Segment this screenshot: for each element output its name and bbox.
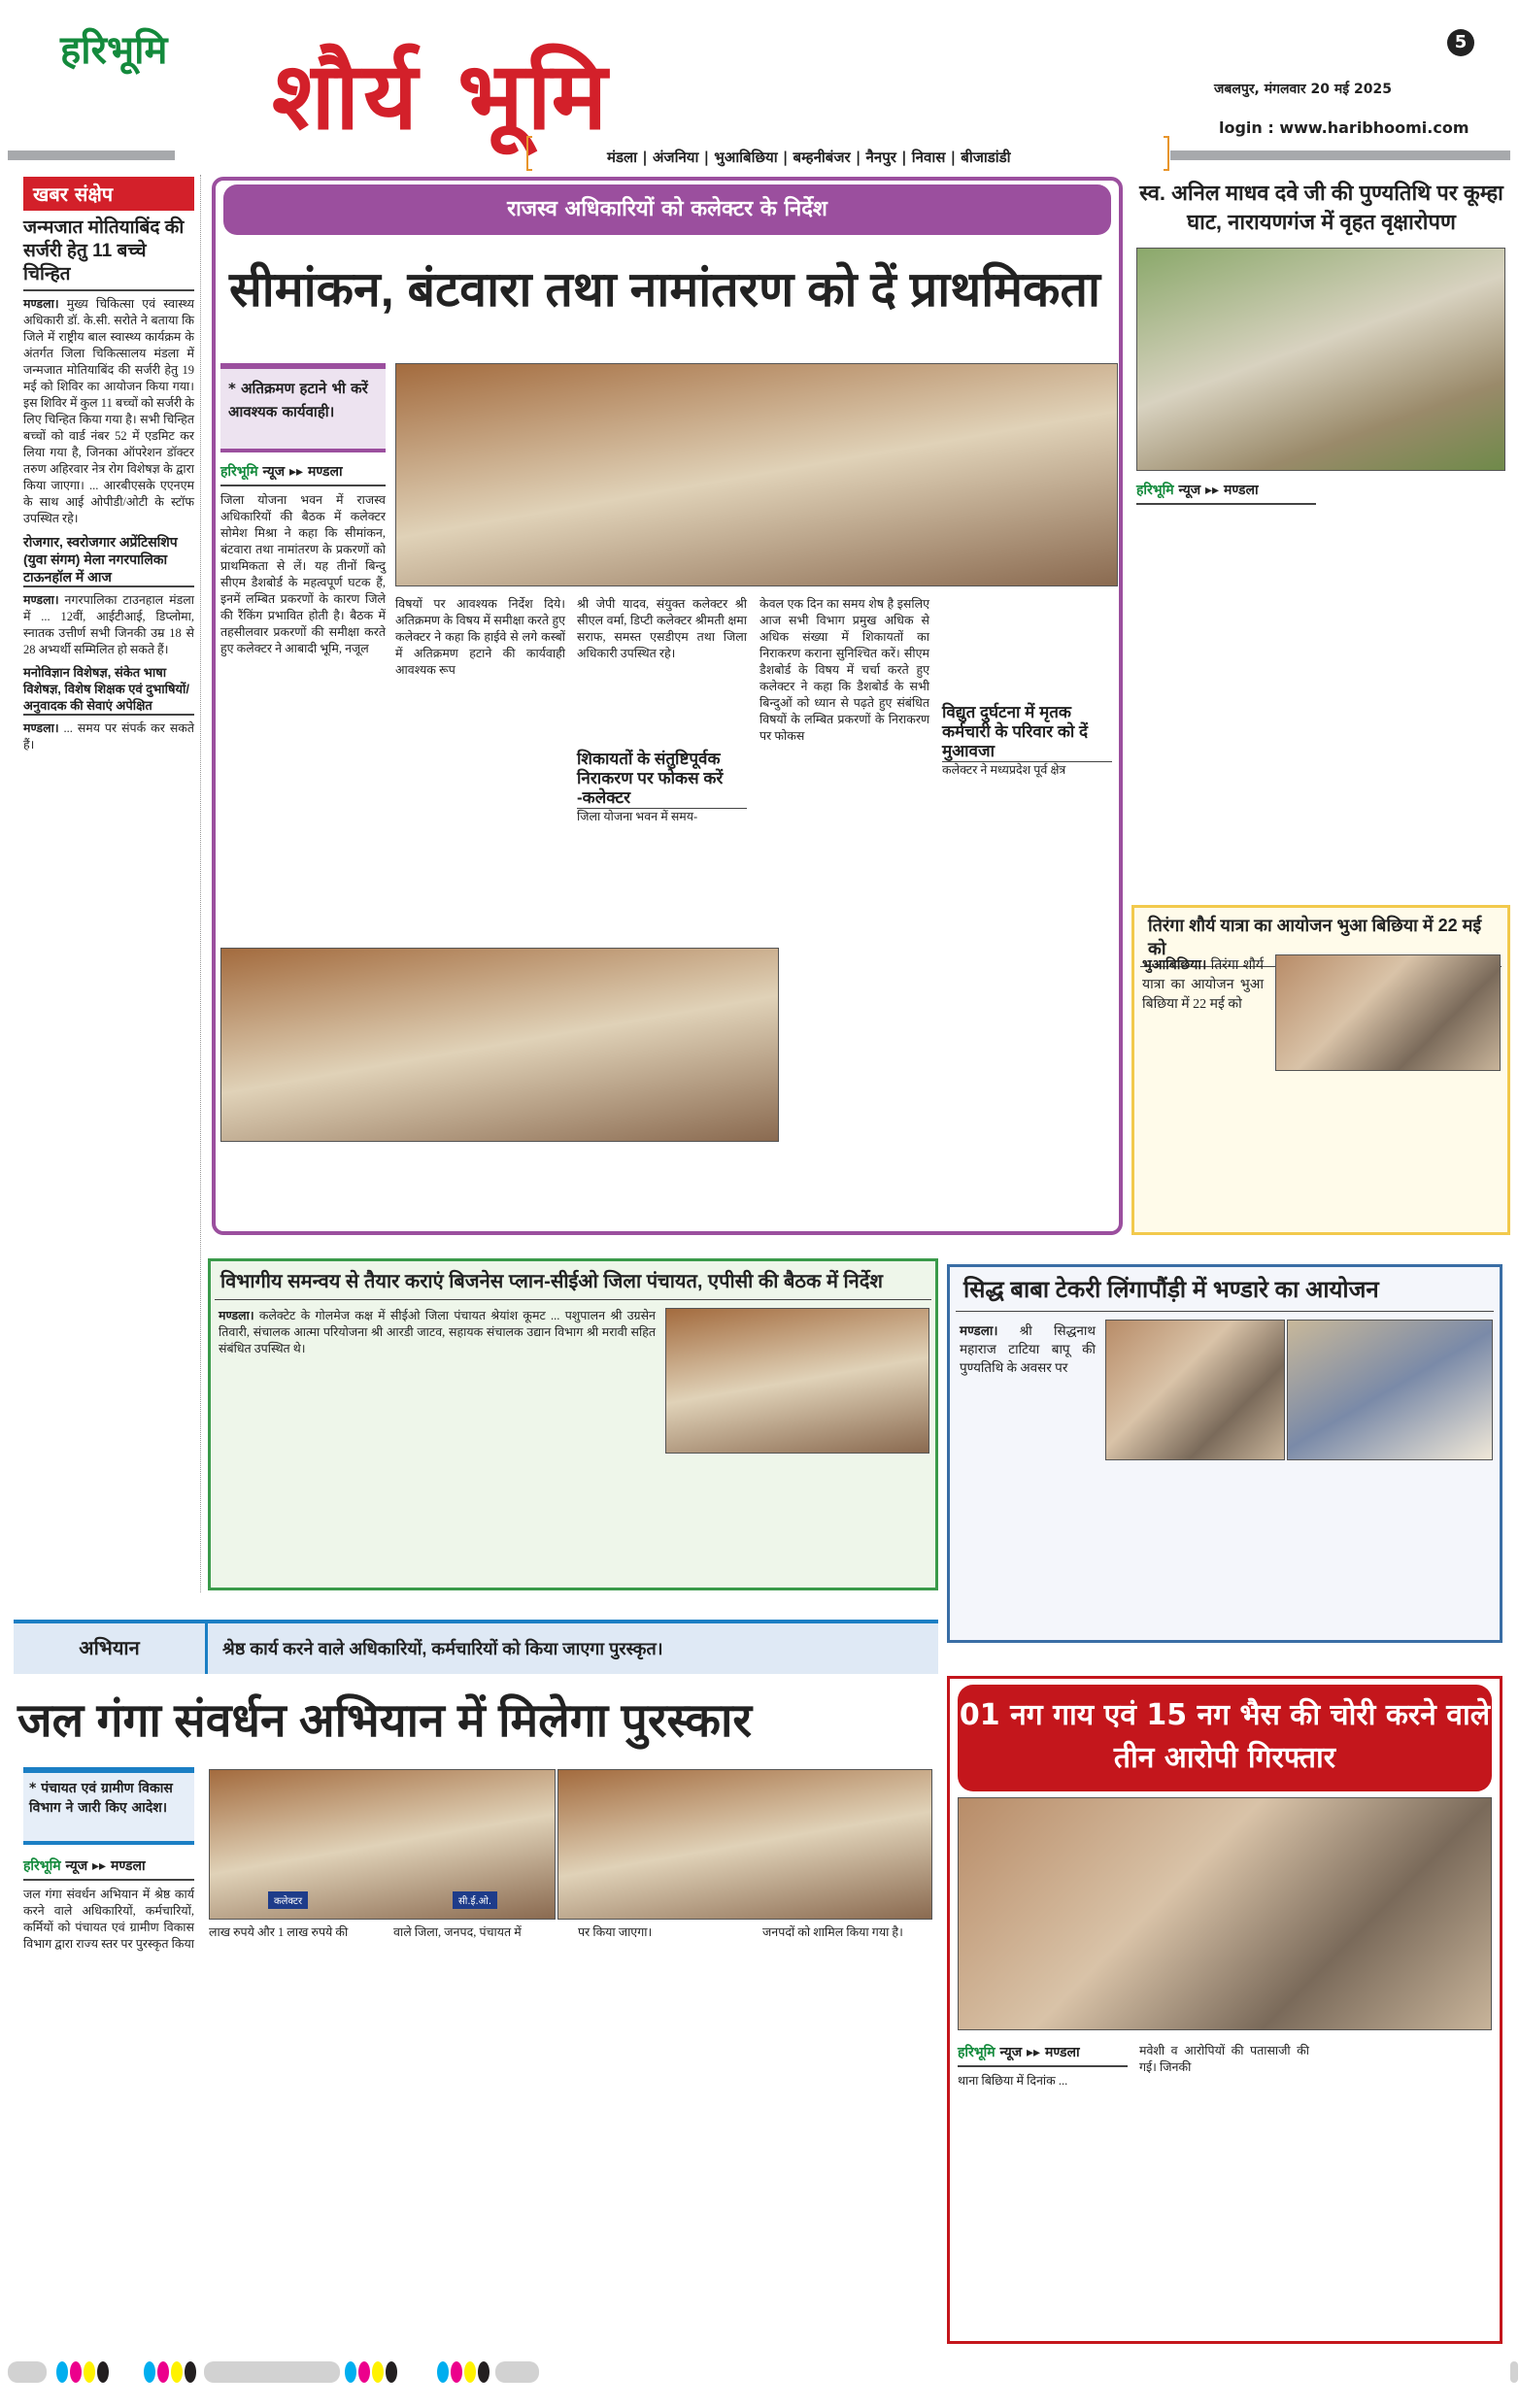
page-number: 5	[1447, 29, 1474, 56]
main-story-box	[212, 177, 1123, 1235]
main-paragraph: कलेक्टर ने मध्यप्रदेश पूर्व क्षेत्र	[942, 763, 1066, 777]
registration-bar	[495, 2361, 539, 2383]
plantation-photo	[1136, 248, 1505, 471]
main-col-5	[942, 596, 1112, 779]
main-paragraph: विषयों पर आवश्यक निर्देश दिये। अतिक्रमण के विषय में समीक्षा करते हुए कलेक्टर ने कहा कि हाईवे से लगे कस्बों में अतिक्रमण हटाने की कार्यवाही आवश्यक रूप	[395, 597, 565, 677]
brief-headline: मनोविज्ञान विशेषज्ञ, संकेत भाषा विशेषज्ञ, विशेष शिक्षक एवं दुभाषियों/अनुवादक की सेवाएं अपेक्षित	[23, 664, 194, 716]
business-plan-headline: विभागीय समन्वय से तैयार कराएं बिजनेस प्लान-सीईओ जिला पंचायत, एपीसी की बैठक में निर्देश	[215, 1261, 931, 1300]
business-plan-text: मण्डला। कलेक्टेट के गोलमेज कक्ष में सीईओ जिला पंचायत श्रेयांश कूमट ... पशुपालन श्री उग्रसेन तिवारी, संचालक आत्मा परियोजना श्री आरडी जाटव, सहायक संचालक उद्यान विभाग श्री मरावी सहित संबंधित उपस्थित थे।	[219, 1309, 656, 1355]
bracket-left	[526, 136, 532, 171]
locality-strip: मंडला | अंजनिया | भुआबिछिया | बम्हनीबंजर | नैनपुर | निवास | बीजाडांडी	[607, 149, 1011, 166]
login-url[interactable]: login : www.haribhoomi.com	[1219, 118, 1469, 137]
subhead-complaints: शिकायतों के संतुष्टिपूर्वक निराकरण पर फोकस करें -कलेक्टर	[577, 750, 747, 809]
cyan-mark	[345, 2361, 356, 2383]
abhiyan-tagline: श्रेष्ठ कार्य करने वाले अधिकारियों, कर्मचारियों को किया जाएगा पुरस्कृत।	[222, 1639, 663, 1658]
black-mark	[185, 2361, 196, 2383]
main-paragraph: जिला योजना भवन में समय-	[577, 810, 698, 823]
main-paragraph: जिला योजना भवन में राजस्व अधिकारियों की बैठक में कलेक्टर सोमेश मिश्रा ने कहा कि सीमांकन, बंटवारा तथा नामांतरण के प्रकरणों को प्राथमिकता से लें। यह तीनों बिन्दु सीएम डैशबोर्ड के महत्वपूर्ण घटक हैं, इनमें लम्बित प्रकरणों के कारण जिले की रैंकिंग प्रभावित होती है। बैठक में तहसीलवार प्रकरणों की समीक्षा करते हुए कलेक्टर ने आबादी भूमि, नजूल	[220, 493, 386, 655]
black-mark	[478, 2361, 489, 2383]
jal-ganga-fragment: वाले जिला, जनपद, पंचायत में	[393, 1925, 522, 1939]
registration-bar	[1510, 2361, 1518, 2383]
tiranga-headline: तिरंगा शौर्य यात्रा का आयोजन भुआ बिछिया में 22 मई को	[1140, 908, 1502, 967]
main-byline: हरिभूमि न्यूज ▸▸ मण्डला जिला योजना भवन में राजस्व अधिकारियों की बैठक में कलेक्टर सोमेश मिश्रा ने कहा कि सीमांकन, बंटवारा तथा नामांतरण के प्रकरणों को प्राथमिकता से लें। यह तीनों बिन्दु सीएम डैशबोर्ड के महत्वपूर्ण घटक हैं, इनमें लम्बित प्रकरणों के कारण जिले की रैंकिंग प्रभावित होती है। बैठक में तहसीलवार प्रकरणों की समीक्षा करते हुए कलेक्टर ने आबादी भूमि, नजूल	[220, 464, 386, 655]
brief-text: मण्डला। मुख्य चिकित्सा एवं स्वास्थ्य अधिकारी डॉ. के.सी. सरोते ने बताया कि जिले में राष्ट्रीय बाल स्वास्थ्य कार्यक्रम के अंतर्गत जिला चिकित्सालय मंडला में जन्मजात मोतियाबिंद की सर्जरी हेतु 19 मई को शिविर का आयोजन किया गया। इस शिविर में कुल 11 बच्चों को सर्जरी के लिए चिन्हित किया गया है। सभी चिन्हित बच्चों को वार्ड नंबर 52 में एडमिट कर लिया गया है, जिनका ऑपरेशन डॉक्टर तरुण अहिरवार नेत्र रोग विशेषज्ञ के द्वारा किया जाएगा। ... आरबीएसके एएनएम के साथ आई ओपीडी/ओटी के स्टॉफ उपस्थित रहे।	[23, 297, 195, 525]
theft-headline: 01 नग गाय एवं 15 नग भैस की चोरी करने वाले तीन आरोपी गिरफ्तार	[958, 1685, 1492, 1791]
brief-text: मण्डला। ... समय पर संपर्क कर सकते हैं।	[23, 721, 194, 752]
column-divider	[200, 175, 201, 1592]
main-highlight: * अतिक्रमण हटाने भी करें आवश्यक कार्यवाही।	[220, 363, 386, 452]
business-plan-box	[208, 1258, 938, 1590]
header-rule-left	[8, 150, 175, 160]
arrest-photo	[958, 1797, 1492, 2030]
registration-bar	[8, 2361, 47, 2383]
cyan-mark	[144, 2361, 155, 2383]
magenta-mark	[358, 2361, 370, 2383]
subhead-electric-accident: विद्युत दुर्घटना में मृतक कर्मचारी के परिवार को दें मुआवजा	[942, 703, 1112, 762]
bhandara-photo	[1105, 1320, 1285, 1460]
vc-meeting-photo	[557, 1769, 932, 1920]
bracket-right	[1164, 136, 1169, 171]
jal-ganga-fragment: लाख रुपये और 1 लाख रुपये की	[209, 1925, 349, 1939]
theft-byline: हरिभूमि न्यूज ▸▸ मण्डला थाना बिछिया में दिनांक ...	[958, 2043, 1128, 2090]
tiranga-text: भुआबिछिया। तिरंगा शौर्य यात्रा का आयोजन भुआ बिछिया में 22 मई को	[1142, 958, 1264, 1012]
abhiyan-bar	[14, 1620, 938, 1674]
yellow-mark	[464, 2361, 476, 2383]
jal-ganga-headline: जल गंगा संवर्धन अभियान में मिलेगा पुरस्कार	[17, 1695, 753, 1747]
magenta-mark	[157, 2361, 169, 2383]
tiranga-photo	[1275, 954, 1501, 1071]
jal-ganga-fragment: जनपदों को शामिल किया गया है।	[762, 1925, 903, 1939]
jal-ganga-fragment: पर किया जाएगा।	[578, 1925, 653, 1939]
news-brief-column	[23, 177, 194, 753]
black-mark	[386, 2361, 397, 2383]
jal-ganga-highlight: * पंचायत एवं ग्रामीण विकास विभाग ने जारी किए आदेश।	[23, 1767, 194, 1845]
yellow-mark	[171, 2361, 183, 2383]
main-paragraph: केवल एक दिन का समय शेष है इसलिए आज सभी विभाग प्रमुख अधिक से अधिक संख्या में शिकायतों का निराकरण कराना सुनिश्चित करें। सीएम डैशबोर्ड के विषय में चर्चा करते हुए कलेक्टर ने कहा कि डैशबोर्ड के सभी बिन्दुओं को ध्यान से पढ़ते हुए संबंधित विषयों के लम्बित प्रकरणों के निराकरण पर फोकस	[760, 597, 929, 743]
brief-headline: रोजगार, स्वरोजगार अप्रेंटिसशिप (युवा संगम) मेला नगरपालिका टाऊनहॉल में आज	[23, 533, 194, 587]
dateline: जबलपुर, मंगलवार 20 मई 2025	[1214, 82, 1392, 97]
cyan-mark	[437, 2361, 449, 2383]
tree-plantation-headline: स्व. अनिल माधव दवे जी की पुण्यतिथि पर कूम्हा घाट, नारायणगंज में वृहत वृक्षारोपण	[1139, 181, 1503, 234]
header-rule-right	[1170, 150, 1510, 160]
theft-fragment: मवेशी व आरोपियों की पतासाजी की गई। जिनकी	[1139, 2044, 1309, 2074]
cyan-mark	[56, 2361, 68, 2383]
ceo-nameplate: सी.ई.ओ.	[453, 1891, 497, 1909]
brief-text: मण्डला। नगरपालिका टाउनहाल मंडला में ... 12वीं, आईटीआई, डिप्लोमा, स्नातक उत्तीर्ण सभी जिनकी उम्र 18 से 28 अभ्यर्थी सम्मिलित हो सकते हैं।	[23, 593, 194, 656]
tiranga-box	[1131, 905, 1510, 1235]
abhiyan-label: अभियान	[14, 1623, 208, 1674]
yellow-mark	[372, 2361, 384, 2383]
brand-logo: हरिभूमि	[60, 28, 168, 73]
main-story-banner: राजस्व अधिकारियों को कलेक्टर के निर्देश	[223, 184, 1111, 235]
black-mark	[97, 2361, 109, 2383]
collector-nameplate: कलेक्टर	[268, 1891, 308, 1909]
meeting-photo	[395, 363, 1118, 586]
section-masthead: शौर्य भूमि	[272, 42, 612, 150]
jal-ganga-byline: हरिभूमि न्यूज ▸▸ मण्डला जल गंगा संवर्धन अभियान में श्रेष्ठ कार्य करने वाले अधिकारियों, कर्मचारियों, कर्मियों को पंचायत एवं ग्रामीण विकास विभाग द्वारा राज्य स्तर पर पुरस्कृत किया	[23, 1858, 194, 1951]
baba-portrait	[1287, 1320, 1493, 1460]
yellow-mark	[84, 2361, 95, 2383]
plantation-byline: हरिभूमि न्यूज ▸▸ मण्डला	[1136, 481, 1316, 511]
main-paragraph: श्री जेपी यादव, संयुक्त कलेक्टर श्री सीएल वर्मा, डिप्टी कलेक्टर श्रीमती क्षमा सराफ, समस्त एसडीएम तथा जिला अधिकारी उपस्थित रहे।	[577, 597, 747, 660]
magenta-mark	[451, 2361, 462, 2383]
theft-text: थाना बिछिया में दिनांक ...	[958, 2074, 1068, 2088]
siddh-baba-box	[947, 1264, 1502, 1643]
brief-label: खबर संक्षेप	[23, 177, 194, 211]
collector-photo	[209, 1769, 556, 1920]
main-headline: सीमांकन, बंटवारा तथा नामांतरण को दें प्राथमिकता	[229, 262, 1100, 317]
siddh-baba-text: मण्डला। श्री सिद्धनाथ महाराज टाटिया बापू की पुण्यतिथि के अवसर पर	[960, 1323, 1096, 1375]
brief-headline: जन्मजात मोतियाबिंद की सर्जरी हेतु 11 बच्चे चिन्हित	[23, 217, 194, 291]
theft-box	[947, 1676, 1502, 2344]
registration-bar	[204, 2361, 340, 2383]
business-plan-photo	[665, 1308, 929, 1454]
main-col-3	[577, 596, 747, 825]
meeting-photo-2	[220, 948, 779, 1142]
jal-ganga-text: जल गंगा संवर्धन अभियान में श्रेष्ठ कार्य करने वाले अधिकारियों, कर्मचारियों, कर्मियों को पंचायत एवं ग्रामीण विकास विभाग द्वारा राज्य स्तर पर पुरस्कृत किया	[23, 1888, 194, 1951]
magenta-mark	[70, 2361, 82, 2383]
siddh-baba-headline: सिद्ध बाबा टेकरी लिंगापौंड़ी में भण्डारे का आयोजन	[956, 1267, 1494, 1312]
